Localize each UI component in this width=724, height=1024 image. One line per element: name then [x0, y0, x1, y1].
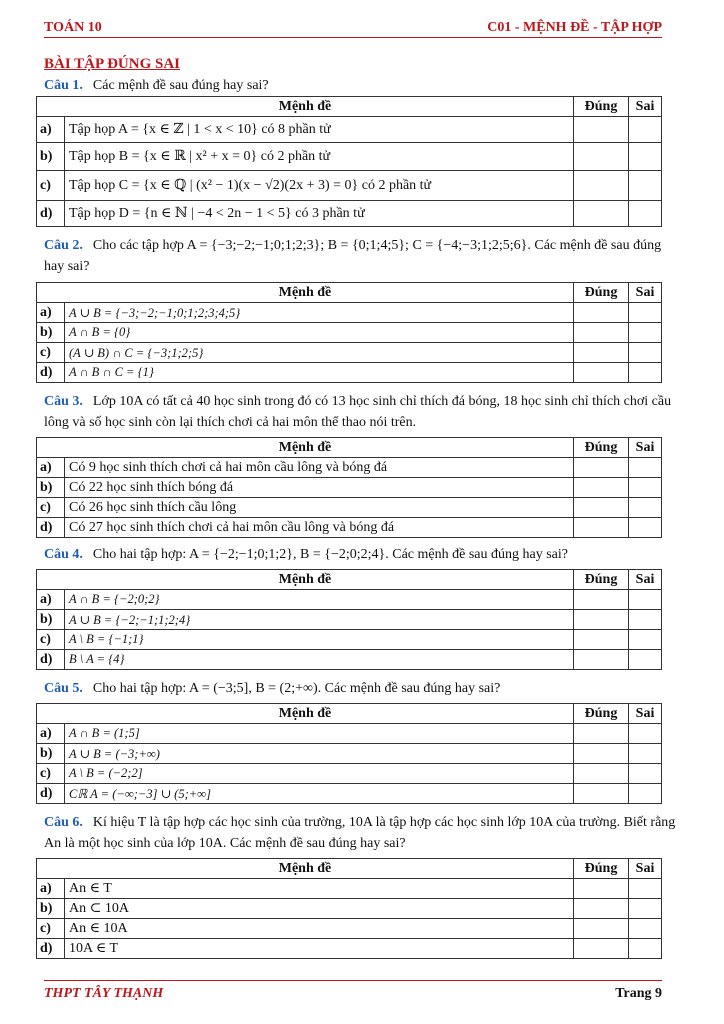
true-cell[interactable]	[574, 879, 629, 899]
row-statement: A ∩ B ∩ C = {1}	[65, 363, 574, 383]
col-false: Sai	[629, 283, 662, 303]
page-number: Trang 9	[615, 986, 662, 1001]
false-cell[interactable]	[629, 650, 662, 670]
row-statement: Có 27 học sinh thích chơi cả hai môn cầu lông và bóng đá	[65, 518, 574, 538]
question-number: Câu 5.	[44, 681, 83, 696]
false-cell[interactable]	[629, 478, 662, 498]
false-cell[interactable]	[629, 303, 662, 323]
row-statement: A \ B = (−2;2]	[65, 764, 574, 784]
question-2	[44, 235, 680, 277]
false-cell[interactable]	[629, 784, 662, 804]
false-cell[interactable]	[629, 744, 662, 764]
false-cell[interactable]	[629, 899, 662, 919]
col-false: Sai	[629, 438, 662, 458]
row-key: a)	[37, 458, 65, 478]
col-false: Sai	[629, 859, 662, 879]
row-key: c)	[37, 630, 65, 650]
true-cell[interactable]	[574, 343, 629, 363]
header-rule	[44, 37, 662, 38]
row-key: c)	[37, 764, 65, 784]
col-statement: Mệnh đề	[37, 97, 574, 117]
true-cell[interactable]	[574, 498, 629, 518]
row-key: d)	[37, 650, 65, 670]
question-4	[44, 544, 680, 565]
question-4-table	[36, 569, 662, 670]
false-cell[interactable]	[629, 498, 662, 518]
row-key: b)	[37, 744, 65, 764]
row-statement: Tập họp C = {x ∈ ℚ | (x² − 1)(x − √2)(2x + 3) = 0} có 2 phần tử	[65, 171, 574, 201]
col-statement: Mệnh đề	[37, 859, 574, 879]
question-6-table	[36, 858, 662, 959]
row-key: d)	[37, 784, 65, 804]
question-text: Cho hai tập hợp: A = (−3;5], B = (2;+∞). Các mệnh đề sau đúng hay sai?	[92, 681, 501, 696]
question-5-table	[36, 703, 662, 804]
true-cell[interactable]	[574, 744, 629, 764]
false-cell[interactable]	[629, 610, 662, 630]
row-statement: A \ B = {−1;1}	[65, 630, 574, 650]
row-statement: A ∩ B = {0}	[65, 323, 574, 343]
section-title: BÀI TẬP ĐÚNG SAI	[44, 56, 181, 72]
row-statement: Có 22 học sinh thích bóng đá	[65, 478, 574, 498]
true-cell[interactable]	[574, 610, 629, 630]
question-number: Câu 4.	[44, 547, 83, 562]
row-statement: An ∈ T	[65, 879, 574, 899]
true-cell[interactable]	[574, 143, 629, 171]
row-statement: Tập họp D = {n ∈ ℕ | −4 < 2n − 1 < 5} có 3 phần tử	[65, 201, 574, 227]
row-key: d)	[37, 939, 65, 959]
question-number: Câu 3.	[44, 394, 83, 409]
row-key: d)	[37, 518, 65, 538]
row-key: d)	[37, 363, 65, 383]
col-true: Đúng	[574, 570, 629, 590]
col-true: Đúng	[574, 704, 629, 724]
row-key: b)	[37, 610, 65, 630]
col-false: Sai	[629, 570, 662, 590]
row-statement: Có 26 học sinh thích cầu lông	[65, 498, 574, 518]
col-statement: Mệnh đề	[37, 704, 574, 724]
row-statement: A ∩ B = {−2;0;2}	[65, 590, 574, 610]
true-cell[interactable]	[574, 784, 629, 804]
true-cell[interactable]	[574, 650, 629, 670]
false-cell[interactable]	[629, 919, 662, 939]
false-cell[interactable]	[629, 879, 662, 899]
true-cell[interactable]	[574, 764, 629, 784]
row-statement: Có 9 học sinh thích chơi cả hai môn cầu lông và bóng đá	[65, 458, 574, 478]
header-chapter: C01 - MỆNH ĐỀ - TẬP HỢP	[487, 20, 662, 35]
question-6	[44, 812, 680, 854]
col-false: Sai	[629, 704, 662, 724]
row-key: b)	[37, 143, 65, 171]
false-cell[interactable]	[629, 343, 662, 363]
question-1-table	[36, 96, 662, 227]
true-cell[interactable]	[574, 630, 629, 650]
col-statement: Mệnh đề	[37, 283, 574, 303]
question-3	[44, 391, 680, 433]
col-statement: Mệnh đề	[37, 438, 574, 458]
row-key: b)	[37, 323, 65, 343]
true-cell[interactable]	[574, 323, 629, 343]
row-statement: A ∪ B = (−3;+∞)	[65, 744, 574, 764]
row-statement: (A ∪ B) ∩ C = {−3;1;2;5}	[65, 343, 574, 363]
row-statement: An ∈ 10A	[65, 919, 574, 939]
question-3-table	[36, 437, 662, 538]
false-cell[interactable]	[629, 724, 662, 744]
true-cell[interactable]	[574, 724, 629, 744]
false-cell[interactable]	[629, 590, 662, 610]
row-statement: An ⊂ 10A	[65, 899, 574, 919]
true-cell[interactable]	[574, 458, 629, 478]
true-cell[interactable]	[574, 171, 629, 201]
true-cell[interactable]	[574, 478, 629, 498]
question-number: Câu 6.	[44, 815, 83, 830]
col-true: Đúng	[574, 438, 629, 458]
true-cell[interactable]	[574, 939, 629, 959]
row-statement: B \ A = {4}	[65, 650, 574, 670]
footer-school: THPT TÂY THẠNH	[44, 986, 164, 1001]
col-statement: Mệnh đề	[37, 570, 574, 590]
row-statement: A ∩ B = (1;5]	[65, 724, 574, 744]
col-true: Đúng	[574, 859, 629, 879]
question-5	[44, 678, 680, 699]
col-false: Sai	[629, 97, 662, 117]
question-2-table	[36, 282, 662, 383]
question-text: Lớp 10A có tất cả 40 học sinh trong đó có 13 học sinh chỉ thích đá bóng, 18 học sinh chỉ thích chơi cầu lông và số học sinh còn lại thích chơi cả hai môn thể thao nói trên.	[44, 394, 672, 430]
row-key: a)	[37, 303, 65, 323]
false-cell[interactable]	[629, 171, 662, 201]
true-cell[interactable]	[574, 117, 629, 143]
true-cell[interactable]	[574, 899, 629, 919]
footer-rule	[44, 980, 662, 981]
row-statement: 10A ∈ T	[65, 939, 574, 959]
true-cell[interactable]	[574, 919, 629, 939]
row-key: c)	[37, 498, 65, 518]
false-cell[interactable]	[629, 363, 662, 383]
row-key: b)	[37, 899, 65, 919]
row-statement: Cℝ A = (−∞;−3] ∪ (5;+∞]	[65, 784, 574, 804]
row-statement: A ∪ B = {−3;−2;−1;0;1;2;3;4;5}	[65, 303, 574, 323]
question-1	[44, 75, 680, 96]
row-key: c)	[37, 171, 65, 201]
row-key: a)	[37, 117, 65, 143]
col-true: Đúng	[574, 97, 629, 117]
false-cell[interactable]	[629, 201, 662, 227]
question-text: Cho các tập hợp A = {−3;−2;−1;0;1;2;3}; B = {0;1;4;5}; C = {−4;−3;1;2;5;6}. Các mệnh đề sau đúng hay sai?	[44, 238, 662, 274]
true-cell[interactable]	[574, 303, 629, 323]
true-cell[interactable]	[574, 363, 629, 383]
row-key: c)	[37, 919, 65, 939]
false-cell[interactable]	[629, 764, 662, 784]
true-cell[interactable]	[574, 201, 629, 227]
false-cell[interactable]	[629, 143, 662, 171]
question-text: Các mệnh đề sau đúng hay sai?	[92, 78, 269, 93]
false-cell[interactable]	[629, 117, 662, 143]
row-key: a)	[37, 724, 65, 744]
false-cell[interactable]	[629, 458, 662, 478]
false-cell[interactable]	[629, 939, 662, 959]
row-statement: Tập họp B = {x ∈ ℝ | x² + x = 0} có 2 phần tử	[65, 143, 574, 171]
row-key: a)	[37, 879, 65, 899]
header-subject: TOÁN 10	[44, 20, 102, 35]
true-cell[interactable]	[574, 590, 629, 610]
page-header	[44, 18, 662, 38]
question-text: Cho hai tập hợp: A = {−2;−1;0;1;2}, B = {−2;0;2;4}. Các mệnh đề sau đúng hay sai?	[92, 547, 568, 562]
page-footer	[44, 980, 662, 1010]
col-true: Đúng	[574, 283, 629, 303]
row-key: b)	[37, 478, 65, 498]
true-cell[interactable]	[574, 518, 629, 538]
row-statement: A ∪ B = {−2;−1;1;2;4}	[65, 610, 574, 630]
question-number: Câu 2.	[44, 238, 83, 253]
question-text: Kí hiệu T là tập hợp các học sinh của trường, 10A là tập hợp các học sinh lớp 10A của trường. Biết rằng An là một học sinh của lớp 10A. Các mệnh đề sau đúng hay sai?	[44, 815, 676, 851]
row-key: d)	[37, 201, 65, 227]
row-statement: Tập họp A = {x ∈ ℤ | 1 < x < 10} có 8 phần tử	[65, 117, 574, 143]
row-key: c)	[37, 343, 65, 363]
false-cell[interactable]	[629, 518, 662, 538]
question-number: Câu 1.	[44, 78, 83, 93]
row-key: a)	[37, 590, 65, 610]
false-cell[interactable]	[629, 323, 662, 343]
false-cell[interactable]	[629, 630, 662, 650]
